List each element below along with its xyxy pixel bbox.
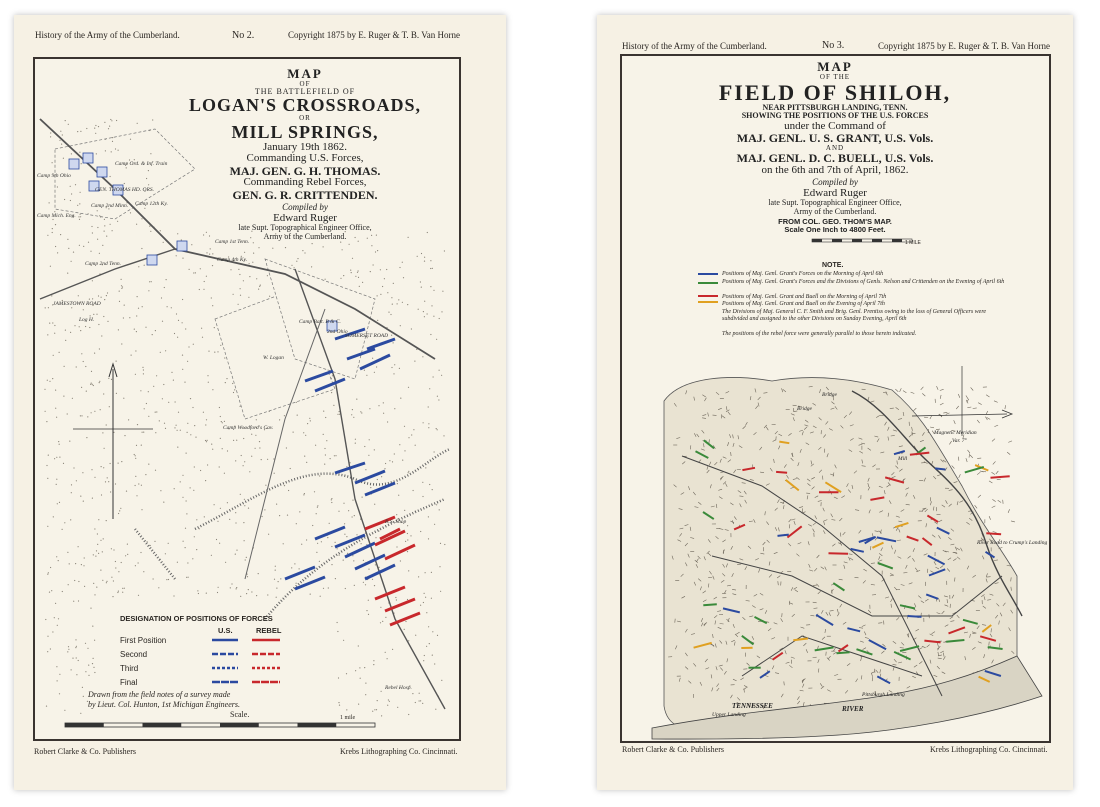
legend-row-second: Second [120,650,148,659]
note-divisions: The Divisions of Maj. General C. F. Smith and Brig. Genl. Prentiss owing to the loss of General Officers were subdivided and assigned to the other Divisions on Sunday Evening, April 6th [722,309,987,323]
right-dates: on the 6th and 7th of April, 1862. [761,163,909,176]
compass-meridian [912,414,1007,416]
us-position-mark [360,355,390,369]
right-footer-right: Krebs Lithographing Co. Cincinnati. [930,745,1048,754]
us-camp-marker [97,167,107,177]
legend-swatches [0,0,1,1]
us-position-mark [315,527,345,539]
right-scale-segment [852,239,862,242]
left-footer-right: Krebs Lithographing Co. Cincinnati. [340,747,458,756]
ridge-line [265,499,445,619]
position-mark [776,472,787,473]
map-place-label: RIVER [842,705,864,713]
note-line-4: Positions of Maj. Genl. Grant and Buell on the Evening of April 7th [722,301,885,307]
position-mark [991,476,1010,478]
position-mark [908,616,922,617]
right-showing: SHOWING THE POSITIONS OF THE U.S. FORCES [741,111,929,121]
legend-us-header: U.S. [218,626,233,635]
right-header-right: Copyright 1875 by E. Ruger & T. B. Van Horne [878,41,1050,51]
right-grant: MAJ. GENL. U. S. GRANT, U.S. Vols. [736,131,934,146]
map-place-label: Upper Landing [712,712,746,718]
us-position-mark [295,577,325,589]
right-under: under the Command of [784,119,886,132]
map-place-label: Camp 2nd Minn. [91,203,129,209]
right-compiler-title: late Supt. Topographical Engineer Office, [768,198,902,208]
map-place-label: Mill [898,456,908,462]
left-us-commander: MAJ. GEN. G. H. THOMAS. [229,163,381,178]
left-title-line3: MILL SPRINGS, [231,121,379,142]
scale-end-label: 1 mile [340,715,356,721]
note-line-3: Positions of Maj. Genl. Grant and Buell on the Morning of April 7th [722,294,887,300]
left-compiled-by: Compiled by [282,202,328,213]
legend-row-first: First Position [120,636,167,645]
legend-row-third: Third [120,664,139,673]
right-source: FROM COL. GEO. THOM'S MAP. [778,217,892,227]
map-place-label: Camp 4th Ky. [217,257,248,263]
map-place-label: Rebel Hosp. [385,685,412,691]
legend-row-final: Final [120,678,138,687]
map-place-label: SOMERSET ROAD [345,333,389,339]
position-mark [829,553,849,554]
scale-bar-segment [220,723,259,727]
right-scale-segment [832,239,842,242]
survey-note-1: Drawn from the field notes of a survey made [88,690,231,699]
map-place-label: B.S. Shop [385,519,407,525]
left-footer-left: Robert Clarke & Co. Publishers [34,747,136,756]
left-header-number: No 2. [232,30,255,41]
left-header-right: Copyright 1875 by E. Ruger & T. B. Van Horne [288,30,460,40]
map-place-label: Var. 7° [952,438,967,444]
left-title-map: MAP [287,66,323,81]
right-scale-end: 1 MILE [905,240,921,246]
map-place-label: Camp Ord. & Inf. Train [115,161,168,167]
map-place-label: GEN. THOMAS HD. QRS. [95,187,154,193]
left-title-of: OF [299,79,311,88]
right-title-of: OF THE [819,72,851,81]
us-camp-marker [69,159,79,169]
us-camp-marker [83,153,93,163]
note-title: NOTE. [822,262,844,269]
map-place-label: Camp 12th Ky. [135,201,168,207]
map-place-label: Camp Batt. B & C. [299,319,341,325]
map-place-label: River Road to Crump's Landing [977,540,1048,546]
map-place-label: JAMESTOWN ROAD [53,301,101,307]
left-title-line2: LOGAN'S CROSSROADS, [188,95,422,116]
note-line-2: Positions of Maj. Genl. Grant's Forces and the Divisions of Genls. Nelson and Crittenden on the Evening of April 6th [722,279,1005,285]
left-title-line1: THE BATTLEFIELD OF [254,86,356,96]
us-position-mark [355,555,385,569]
scale-bar-segment [65,723,104,727]
right-buell: MAJ. GENL. D. C. BUELL, U.S. Vols. [736,151,934,166]
left-compiler: Edward Ruger [273,211,337,224]
position-mark [935,468,945,469]
us-camp-marker [177,241,187,251]
map-place-label: Camp 9th Ohio [37,173,71,179]
us-camp-marker [147,255,157,265]
note-line-1: Positions of Maj. Genl. Grant's Forces on the Morning of April 6th [722,271,884,277]
map-place-label: Camp Mich. Eng. [37,213,76,219]
scale-bar-segment [143,723,182,727]
right-scale: Scale One Inch to 4800 Feet. [784,225,886,235]
map-place-label: Camp 1st Tenn. [215,239,250,245]
map-place-label: Magnetic Meridian [934,430,977,436]
right-map-drawing [622,56,1047,739]
left-header-left: History of the Army of the Cumberland. [35,30,180,40]
position-mark [837,652,850,653]
position-mark [778,535,789,536]
right-compiled-by: Compiled by [812,177,858,188]
left-commanding-rebel: Commanding Rebel Forces, [243,176,367,189]
right-scale-segment [872,239,882,242]
note-rebel: The positions of the rebel force were generally parallel to those herein indicated. [722,331,917,337]
right-title-map: MAP [817,59,853,74]
position-mark [986,533,1001,534]
right-header-number: No 3. [822,40,845,51]
us-position-mark [335,535,365,547]
right-scale-segment [812,239,822,242]
legend-rebel-header: REBEL [256,626,282,635]
us-position-mark [367,339,395,349]
rebel-position-mark [385,545,415,559]
ridge-line [135,529,175,579]
right-title-main: FIELD OF SHILOH, [718,79,952,105]
map-place-label: W. Logan [263,355,284,361]
scale-label: Scale. [230,710,250,719]
us-position-mark [345,543,375,557]
map-place-label: 2nd Ohio [327,329,348,335]
map-place-label: Bridge [797,406,812,412]
map-place-label: Camp 2nd Tenn. [85,261,122,267]
map-place-label: TENNESSEE [732,702,773,710]
left-rebel-commander: GEN. G. R. CRITTENDEN. [232,187,378,202]
right-compiler: Edward Ruger [803,186,867,199]
left-commanding-us: Commanding U.S. Forces, [246,152,364,165]
left-title-block [160,67,450,241]
right-and: AND [825,144,845,152]
left-date: January 19th 1862. [262,140,347,153]
left-compiler-unit: Army of the Cumberland. [263,231,347,241]
us-position-mark [285,567,315,579]
map-place-label: Pittsburgh Landing [862,692,905,698]
rebel-position-mark [375,587,405,599]
right-header-left: History of the Army of the Cumberland. [622,41,767,51]
map-place-label: Log H. [79,317,95,323]
position-mark [703,604,717,605]
right-footer-left: Robert Clarke & Co. Publishers [622,745,724,754]
ridge-line [195,449,450,529]
map-place-label: Bridge [822,392,837,398]
us-position-mark [355,471,385,483]
position-mark [965,467,984,473]
left-title-or: OR [299,114,311,123]
map-place-label: Camp Woodford's Cav. [223,425,274,431]
left-compiler-title: late Supt. Topographical Engineer Office, [238,223,372,233]
survey-note-2: by Lieut. Col. Hunton, 1st Michigan Engineers. [88,700,240,709]
scale-bar-segment [298,723,337,727]
legend-title: DESIGNATION OF POSITIONS OF FORCES [120,614,273,623]
right-compiler-unit: Army of the Cumberland. [793,206,877,216]
right-scale-segment [892,239,902,242]
right-near: NEAR PITTSBURGH LANDING, TENN. [762,103,908,113]
us-position-mark [365,565,395,579]
